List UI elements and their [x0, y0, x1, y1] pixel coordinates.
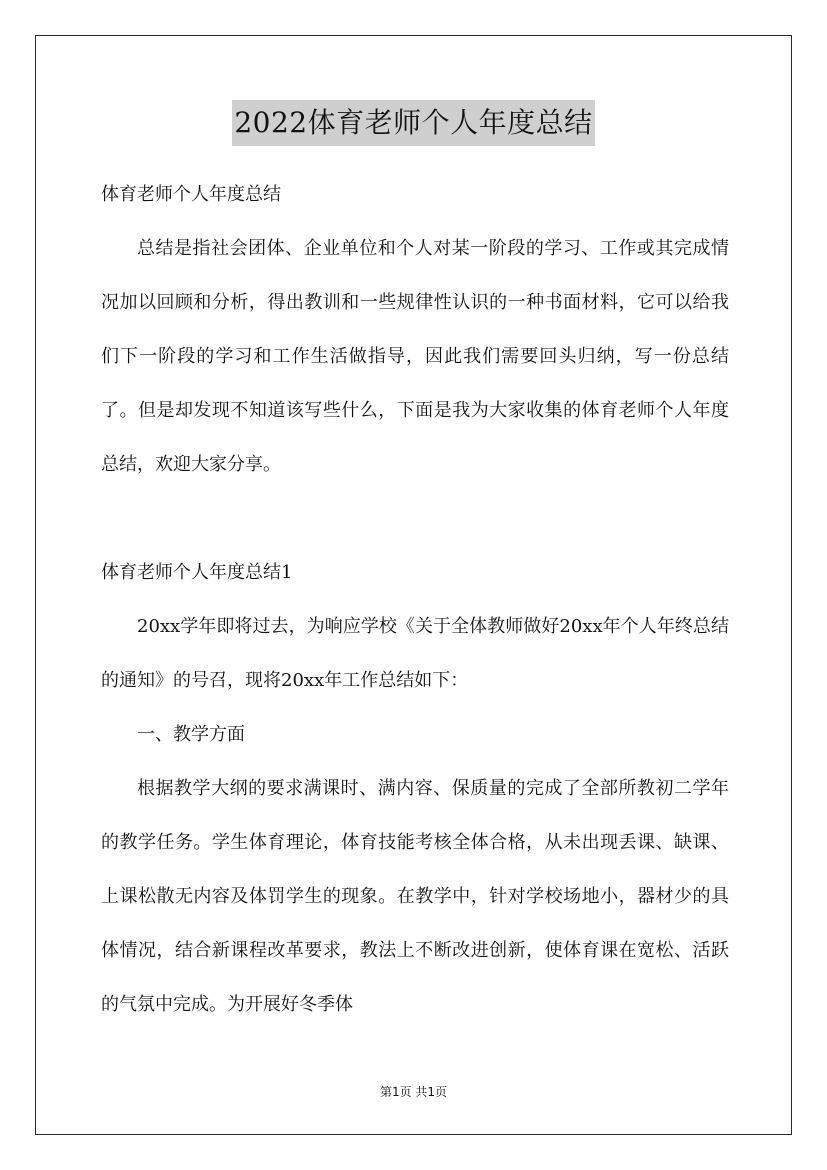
section-heading: 体育老师个人年度总结1 [101, 562, 293, 583]
section-subheading: 一、教学方面 [137, 724, 245, 745]
paragraph-gap [101, 492, 729, 546]
intro-paragraph: 总结是指社会团体、企业单位和个人对某一阶段的学习、工作或其完成情况加以回顾和分析，得出教训和一些规律性认识的一种书面材料，它可以给我们下一阶段的学习和工作生活做指导，因此我们需要回头归纳，写一份总结了。但是却发现不知道该写些什么，下面是我为大家收集的体育老师个人年度总结，欢迎大家分享。 [101, 238, 729, 475]
section-paragraph-1: 20xx学年即将过去，为响应学校《关于全体教师做好20xx年个人年终总结的通知》的号召，现将20xx年工作总结如下： [101, 616, 729, 691]
section-paragraph-2: 根据教学大纲的要求满课时、满内容、保质量的完成了全部所教初二学年的教学任务。学生体育理论，体育技能考核全体合格，从未出现丢课、缺课、上课松散无内容及体罚学生的现象。在教学中，针对学校场地小，器材少的具体情况，结合新课程改革要求，教法上不断改进创新，使体育课在宽松、活跃的气氛中完成。为开展好冬季体 [101, 778, 729, 1015]
subtitle: 体育老师个人年度总结 [101, 184, 281, 205]
page-footer: 第1页 共1页 [379, 1085, 448, 1099]
title-container [0, 100, 827, 146]
document-body [101, 168, 729, 1032]
document-title: 2022体育老师个人年度总结 [232, 100, 594, 146]
